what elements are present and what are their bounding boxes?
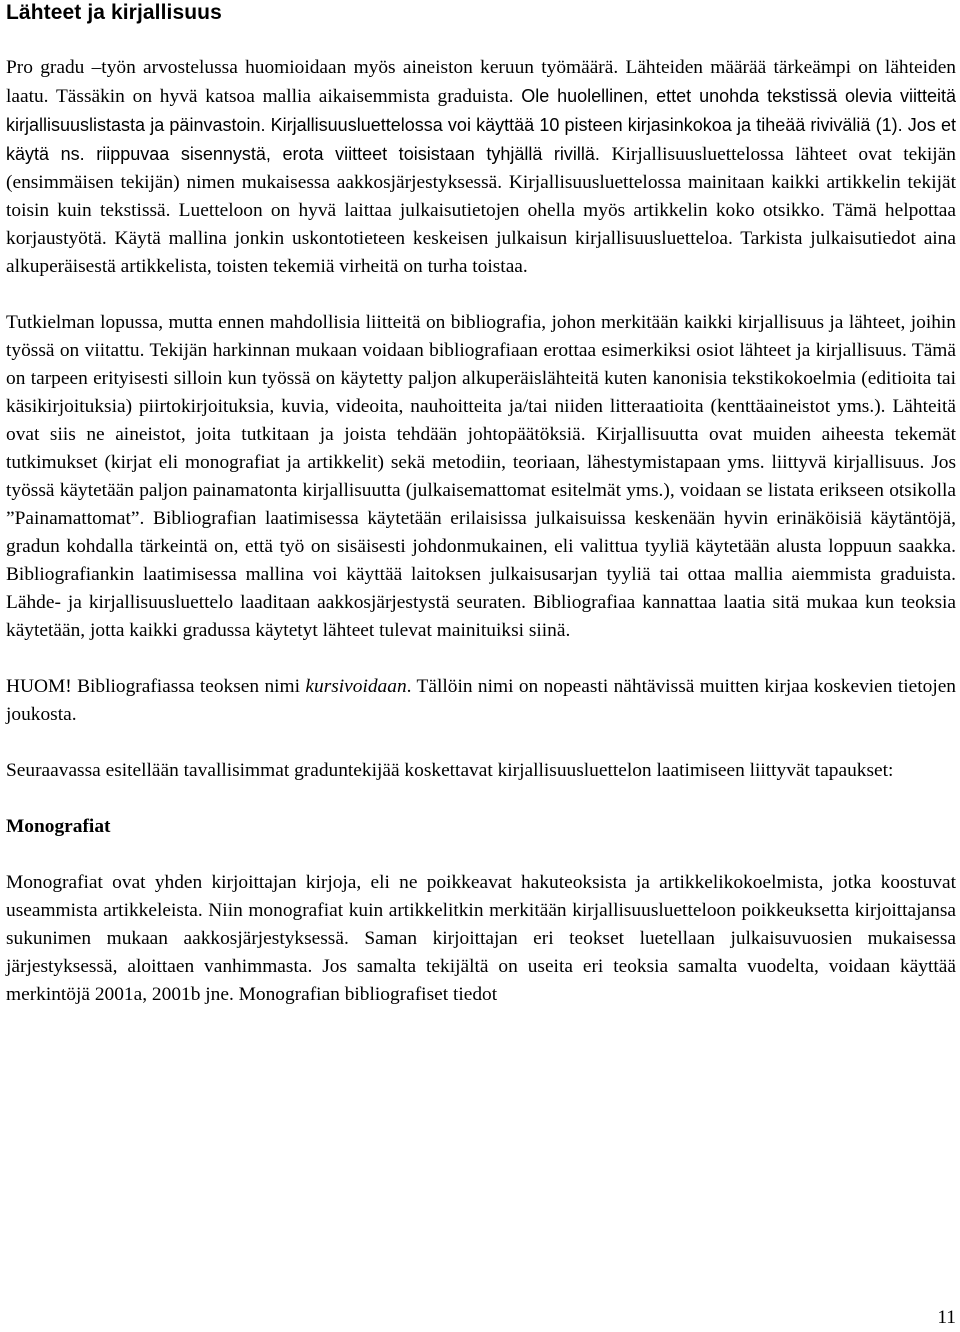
paragraph-monografiat: Monografiat ovat yhden kirjoittajan kirjoja, eli ne poikkeavat hakuteoksista ja artikkelikokoelmista, jotka koostuvat useammista artikkeleista. Niin monografiat kuin artikkelitkin merkitään kirjallisuusluetteloon poikkeuksetta kirjoittajansa sukunimen mukaan aakkosjärjestyksessä. Saman kirjoittajan eri teokset luetellaan julkaisuvuosien mukaisessa järjestyksessä, aloittaen vanhimmasta. Jos samalta tekijältä on useita eri teoksia samalta vuodelta, voidaan käyttää merkintöjä 2001a, 2001b jne. Monografian bibliografiset tiedot (6, 872, 956, 1005)
paragraph-note-part-2: . Tällöin nimi on nopeasti nähtävissä muitten kirjaa koskevien tietojen joukosta. (6, 676, 957, 725)
paragraph-intro-part-3: Kirjallisuusluettelossa lähteet ovat tekijän (ensimmäisen tekijän) nimen mukaisessa aakkosjärjestyksessä. Kirjallisuusluettelossa mainitaan kaikki artikkelin tekijät toisin kuin tekstissä. Luetteloon on hyvä laittaa julkaisutietojen ohella myös artikkelin koko otsikko. Tämä helpottaa korjaustyötä. Käytä mallina jonkin uskontotieteen keskeisen julkaisun kirjallisuusluetteloa. Tarkista julkaisutiedot aina alkuperäisestä artikkelista, toisten tekemiä virheitä on turha toistaa. (6, 144, 956, 277)
paragraph-intro-part-1: Pro gradu –työn arvostelussa huomioidaan myös aineiston keruun työmäärä. Lähteiden määrää tärkeämpi on lähteiden laatu. Tässäkin on hyvä katsoa mallia aikaisemmista graduista. (6, 57, 956, 107)
page-number: 11 (937, 1307, 956, 1328)
paragraph-note-italic: kursivoidaan (305, 676, 407, 697)
subheading-monografiat: Monografiat (6, 816, 111, 837)
paragraph-intro (6, 54, 956, 281)
paragraph-intro-part-2: Ole huolellinen, ettet unohda tekstissä olevia viitteitä kirjallisuuslistasta ja päinvastoin. Kirjallisuusluettelossa voi käyttää 10 pisteen kirjasinkokoa ja tiheää riviväliä (1). Jos et käytä ns. riippuvaa sisennystä, erota viitteet toisistaan tyhjällä rivillä. (6, 86, 956, 164)
document-page (6, 0, 956, 1009)
section-title: Lähteet ja kirjallisuus (6, 1, 222, 24)
paragraph-cases: Seuraavassa esitellään tavallisimmat graduntekijää koskettavat kirjallisuusluettelon laatimiseen liittyvät tapaukset: (6, 760, 894, 781)
paragraph-note (6, 673, 956, 729)
paragraph-note-part-1: HUOM! Bibliografiassa teoksen nimi (6, 676, 306, 697)
paragraph-bibliography: Tutkielman lopussa, mutta ennen mahdollisia liitteitä on bibliografia, johon merkitään kaikki kirjallisuus ja lähteet, joihin työssä on viitattu. Tekijän harkinnan mukaan voidaan bibliografiaan erottaa esimerkiksi osiot lähteet ja kirjallisuus. Tämä on tarpeen erityisesti silloin kun työssä on käytetty paljon alkuperäislähteitä kuten kanonisia tekstikokoelmia (editioita tai käsikirjoituksia) piirtokirjoituksia, kuvia, videoita, nauhoitteita ja/tai niiden litteraatioita (kenttäaineistot yms.). Lähteitä ovat siis ne aineistot, joita tutkitaan ja joista tehdään johtopäätöksiä. Kirjallisuutta ovat muiden aiheesta tekemät tutkimukset (kirjat eli monografiat ja artikkelit) sekä metodiin, teoriaan, lähestymistapaan yms. liittyvä kirjallisuus. Jos työssä käytetään paljon painamatonta kirjallisuutta (julkaisemattomat esitelmät yms.), voidaan se listata erikseen otsikolla ”Painamattomat”. Bibliografian laatimisessa käytetään erilaisissa julkaisuissa keskenään hyvin erinäköisiä käytäntöjä, gradun kohdalla tärkeintä on, että työ on sisäisesti johdonmukainen, eli valittua tyyliä käytetään alusta loppuun saakka. Bibliografiankin laatimisessa mallina voi käyttää laitoksen julkaisusarjan tyyliä tai ottaa mallia aiemmista graduista. Lähde- ja kirjallisuusluettelo laaditaan aakkosjärjestystä seuraten. Bibliografiaa kannattaa laatia sitä mukaa kun teoksia käytetään, jotta kaikki gradussa käytetyt lähteet tulevat mainituiksi siinä. (6, 312, 956, 641)
